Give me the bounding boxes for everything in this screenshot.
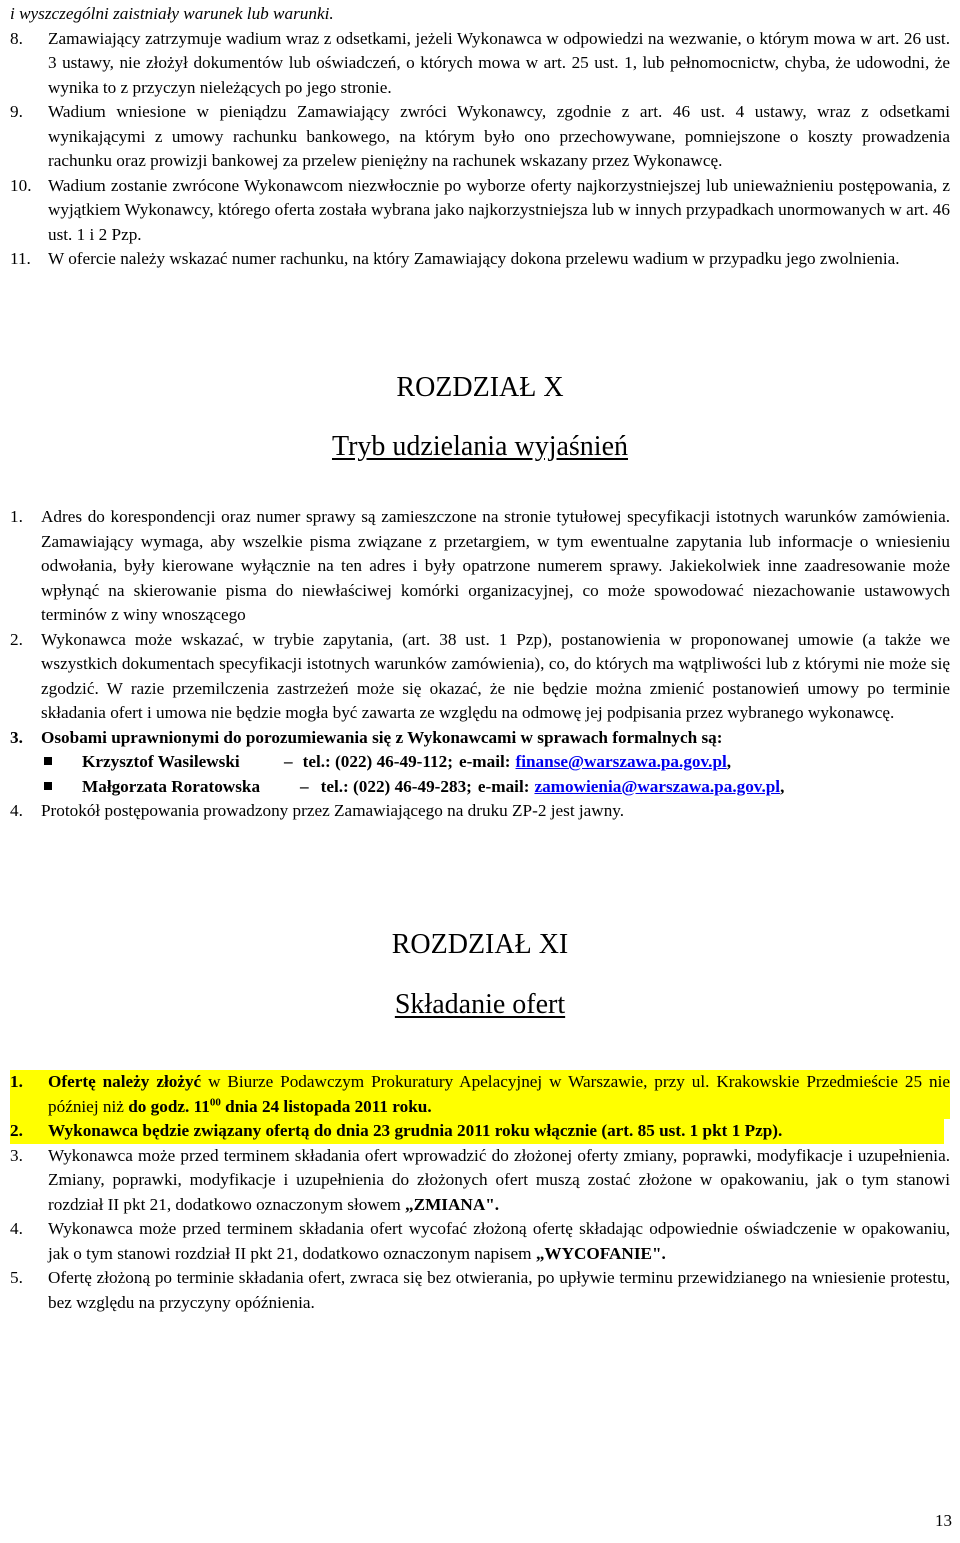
item-number: 1. <box>10 507 23 526</box>
item-number: 3. <box>10 1145 23 1165</box>
square-bullet-icon <box>44 782 52 790</box>
item-number: 2. <box>10 1121 23 1140</box>
contact-phone: tel.: (022) 46-49-112; <box>302 752 453 771</box>
item-text <box>48 1144 950 1218</box>
chapter-11-title: ROZDZIAŁ XI <box>391 929 569 960</box>
item-text <box>48 1070 950 1119</box>
item-number: 1. <box>10 1072 23 1091</box>
item-text: Wykonawca będzie związany ofertą do dnia 23 grudnia 2011 roku włącznie (art. 85 ust. 1 pkt 1 Pzp). <box>48 1121 783 1140</box>
item-text: Ofertę złożoną po terminie składania ofert, zwraca się bez otwierania, po upływie terminu przewidzianego na wniesienie protestu, bez względu na przyczyny opóźnienia. <box>48 1268 950 1312</box>
contact-email-link[interactable]: finanse@warszawa.pa.gov.pl <box>515 752 727 771</box>
item-number: 2. <box>10 629 23 649</box>
list-item <box>10 100 950 174</box>
section-wadium-tail <box>10 2 950 272</box>
contact-name: Małgorzata Roratowska <box>82 776 261 796</box>
list-item <box>10 726 950 751</box>
item-number: 3. <box>10 727 23 747</box>
chapter-11-subtitle: Składanie ofert <box>394 989 566 1020</box>
item-text <box>48 1217 950 1266</box>
item-text-part: Wykonawca może przed terminem składania ofert wprowadzić do złożonej oferty zmiany, poprawki, modyfikacje i uzupełnienia. Zmiany, poprawki, modyfikacje i uzupełnienia do złożonych ofert muszą zostać złożone w opakowaniu, jak o tym stanowi rozdział II pkt 21, dodatkowo oznaczonym słowem <box>48 1145 950 1214</box>
item-number: 11. <box>10 249 31 268</box>
item-number: 4. <box>10 1219 23 1238</box>
item-text: Protokół postępowania prowadzony przez Zamawiającego na druku ZP-2 jest jawny. <box>41 801 625 820</box>
item-text: Wykonawca może wskazać, w trybie zapytania, (art. 38 ust. 1 Pzp), postanowienia w proponowanej umowie (a także we wszystkich dokumentach specyfikacji istotnych warunków zamówienia), co, do których ma wątpliwości lub z którymi nie może się zgodzić. W razie przemilczenia zastrzeżeń może się okazać, że nie będzie można zmienić postanowień umowy po terminie składania ofert i umowa nie będzie mogła być zawarta ze względu na odmowę jej podpisania przez wybranego wykonawcę. <box>41 629 950 722</box>
contact-end: , <box>726 752 732 771</box>
contact-email-label: e-mail: <box>458 752 511 771</box>
contact-separator: – <box>300 776 309 796</box>
contact-email-link[interactable]: zamowienia@warszawa.pa.gov.pl <box>534 776 781 796</box>
item-text: Osobami uprawnionymi do porozumiewania się z Wykonawcami w sprawach formalnych są: <box>41 727 723 747</box>
item-text: Adres do korespondencji oraz numer sprawy są zamieszczone na stronie tytułowej specyfikacji istotnych warunków zamówienia. Zamawiający wymaga, aby wszelkie pisma związane z przetargiem, w tym ewentualne zapytania lub informacje o wniesieniu odwołania, były kierowane wyłącznie na ten adres i były opatrzone numerem sprawy. Jakiekolwiek inne zaadresowanie może wpłynąć na skierowanie pisma do niewłaściwej komórki organizacyjnej, co może spowodować niezachowanie ustawowych terminów z winy wnoszącego <box>41 507 950 624</box>
list-item <box>10 1217 950 1266</box>
item-bold-end: „ZMIANA". <box>405 1194 500 1214</box>
contact-phone: tel.: (022) 46-49-283; <box>320 776 472 796</box>
item-bold-date: dnia 24 listopada 2011 roku. <box>220 1096 432 1116</box>
chapter-10-body <box>10 505 950 824</box>
item-bold-lead: Ofertę należy złożyć <box>48 1072 202 1091</box>
contact-end: , <box>780 776 785 796</box>
list-item <box>10 505 950 628</box>
contact-email-label: e-mail: <box>477 776 530 796</box>
contact-name: Krzysztof Wasilewski <box>82 752 240 771</box>
item-bold-deadline: do godz. 11 <box>128 1096 210 1116</box>
contact-separator: – <box>284 752 293 771</box>
item-number: 8. <box>10 28 23 48</box>
chapter-11-body <box>10 1070 950 1315</box>
item-text: W ofercie należy wskazać numer rachunku, na który Zamawiający dokona przelewu wadium w przypadku jego zwolnienia. <box>48 249 900 268</box>
item-text: Wadium zostanie zwrócone Wykonawcom niezwłocznie po wyborze oferty najkorzystniejszej lub unieważnieniu postępowania, z wyjątkiem Wykonawcy, którego oferta została wybrana jako najkorzystniejsza lub w innych przypadkach unormowanych w art. 46 ust. 1 i 2 Pzp. <box>48 175 950 244</box>
list-item-highlighted <box>10 1119 944 1144</box>
item-text-part: Wykonawca może przed terminem składania ofert wycofać złożoną ofertę składając odpowiednie oświadczenie w opakowaniu, jak o tym stanowi rozdział II pkt 21, dodatkowo oznaczonym napisem <box>48 1219 950 1263</box>
item-text-part: w Biurze Podawczym Prokuratury Apelacyjnej w Warszawie, przy ul. Krakowskie Przedmieście 25 nie później niż <box>48 1072 950 1116</box>
list-item <box>10 799 950 824</box>
item-text: Zamawiający zatrzymuje wadium wraz z odsetkami, jeżeli Wykonawca w odpowiedzi na wezwanie, o którym mowa w art. 26 ust. 3 ustawy, nie złożył dokumentów lub oświadczeń, o których mowa w art. 25 ust. 1, lub pełnomocnictw, chyba, że udowodni, że wynika to z przyczyn nieleżących po jego stronie. <box>48 28 950 97</box>
square-bullet-icon <box>44 757 52 765</box>
item-number: 9. <box>10 102 23 121</box>
list-item <box>10 1144 950 1218</box>
chapter-10-title: ROZDZIAŁ X <box>396 372 564 403</box>
item-number: 4. <box>10 801 23 820</box>
list-item <box>10 27 950 101</box>
list-item <box>10 1266 950 1315</box>
item-superscript: 00 <box>209 1095 221 1108</box>
list-item <box>10 247 950 272</box>
item-number: 10. <box>10 175 32 195</box>
item-text: Wadium wniesione w pieniądzu Zamawiający zwróci Wykonawcy, zgodnie z art. 46 ust. 4 ustawy, wraz z odsetkami wynikającymi z umowy rachunku bankowego, na którym było ono przechowywane, pomniejszone o koszty prowadzenia rachunku oraz prowizji bankowej za przelew pieniężny na rachunek wskazany przez Wykonawcę. <box>48 102 950 170</box>
contact-row <box>10 775 950 800</box>
list-item <box>10 628 950 726</box>
contact-row <box>10 750 950 775</box>
item-number: 5. <box>10 1268 23 1287</box>
chapter-10-subtitle: Tryb udzielania wyjaśnień <box>331 431 629 462</box>
carry-over-line: i wyszczególni zaistniały warunek lub warunki. <box>10 4 334 23</box>
list-item <box>10 174 950 248</box>
list-item-highlighted <box>10 1070 950 1119</box>
page-number: 13 <box>935 1510 952 1530</box>
item-bold-end: „WYCOFANIE". <box>535 1243 666 1263</box>
